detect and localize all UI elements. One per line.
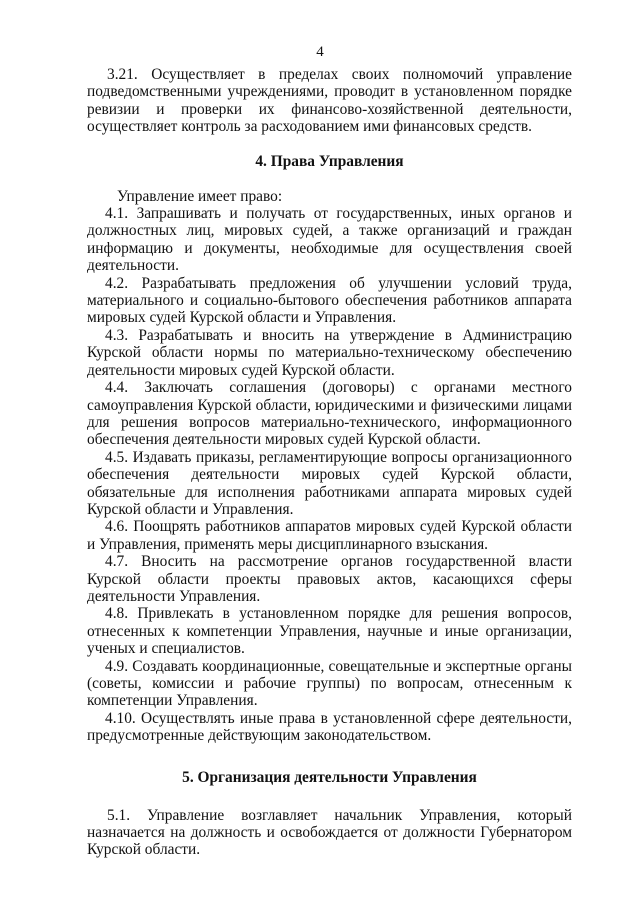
section-4-heading: 4. Права Управления xyxy=(255,152,404,170)
paragraph-4-1: 4.1. Запрашивать и получать от государственных, иных органов и должностных лиц, мировых судей, а также организаций и граждан информацию и документы, необходимые для осуществления своей деятельности. xyxy=(87,205,572,275)
paragraph-4-3: 4.3. Разрабатывать и вносить на утверждение в Администрацию Курской области нормы по материально-техническому обеспечению деятельности мировых судей Курской области. xyxy=(87,326,572,379)
paragraph-4-4: 4.4. Заключать соглашения (договоры) с органами местного самоуправления Курской области, юридическими и физическими лицами для решения вопросов материально-технического, информационного обеспечения деятельности мировых судей Курской области. xyxy=(87,379,572,449)
paragraph-4-9: 4.9. Создавать координационные, совещательные и экспертные органы (советы, комиссии и рабочие группы) по вопросам, отнесенным к компетенции Управления. xyxy=(87,657,572,710)
paragraph-4-5: 4.5. Издавать приказы, регламентирующие вопросы организационного обеспечения деятельности мировых судей Курской области, обязательные для исполнения работниками аппарата мировых судей Курской области и Управления. xyxy=(87,448,572,518)
page-number: 4 xyxy=(316,44,324,60)
section-4-intro: Управление имеет право: xyxy=(117,187,283,205)
paragraph-4-7: 4.7. Вносить на рассмотрение органов государственной власти Курской области проекты правовых актов, касающихся сферы деятельности Управления. xyxy=(87,553,572,605)
paragraph-4-6: 4.6. Поощрять работников аппаратов мировых судей Курской области и Управления, применять меры дисциплинарного взыскания. xyxy=(87,518,572,553)
paragraph-4-8: 4.8. Привлекать в установленном порядке для решения вопросов, отнесенных к компетенции Управления, научные и иные организации, ученых и специалистов. xyxy=(87,605,572,658)
section-5-heading: 5. Организация деятельности Управления xyxy=(182,768,477,786)
paragraph-3-21: 3.21. Осуществляет в пределах своих полномочий управление подведомственными учреждениями, проводит в установленном порядке ревизии и проверки их финансово-хозяйственной деятельности, осуществляет контроль за расходованием ими финансовых средств. xyxy=(87,66,572,136)
document-body xyxy=(87,66,572,859)
paragraph-4-10: 4.10. Осуществлять иные права в установленной сфере деятельности, предусмотренные действующим законодательством. xyxy=(87,709,572,745)
paragraph-4-2: 4.2. Разрабатывать предложения об улучшении условий труда, материального и социально-бытового обеспечения работников аппарата мировых судей Курской области и Управления. xyxy=(87,274,572,327)
paragraph-5-1: 5.1. Управление возглавляет начальник Управления, который назначается на должность и освобождается от должности Губернатором Курской области. xyxy=(87,806,572,859)
